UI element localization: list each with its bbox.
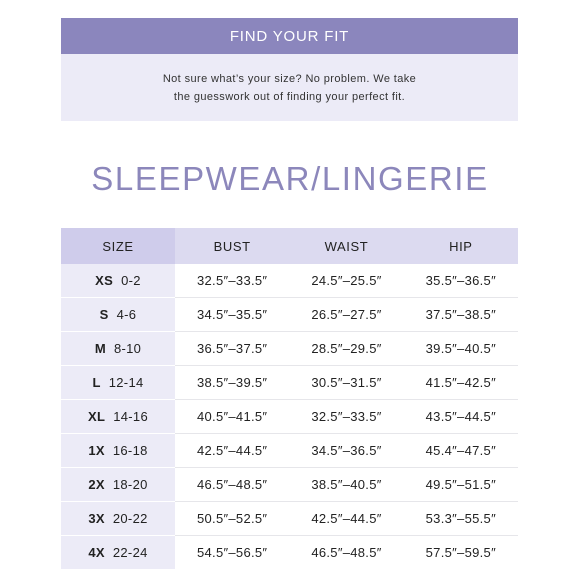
waist-cell: 28.5″–29.5″	[289, 332, 403, 366]
hip-cell: 43.5″–44.5″	[404, 400, 518, 434]
fit-description-box	[61, 54, 518, 121]
bust-cell: 40.5″–41.5″	[175, 400, 289, 434]
size-label: L	[92, 375, 101, 390]
bust-cell: 38.5″–39.5″	[175, 366, 289, 400]
size-range: 18-20	[112, 477, 148, 492]
hip-cell: 35.5″–36.5″	[404, 264, 518, 298]
size-cell	[61, 366, 175, 400]
size-range: 16-18	[112, 443, 148, 458]
size-label: S	[99, 307, 109, 322]
waist-cell: 38.5″–40.5″	[289, 468, 403, 502]
table-row	[61, 332, 518, 366]
bust-cell: 34.5″–35.5″	[175, 298, 289, 332]
size-cell	[61, 468, 175, 502]
hip-cell: 49.5″–51.5″	[404, 468, 518, 502]
size-range: 20-22	[112, 511, 148, 526]
column-header-hip: HIP	[404, 228, 518, 264]
size-range: 8-10	[113, 341, 142, 356]
size-cell	[61, 434, 175, 468]
size-label: 2X	[88, 477, 105, 492]
size-range: 0-2	[121, 273, 141, 288]
waist-cell: 42.5″–44.5″	[289, 502, 403, 536]
hip-cell: 45.4″–47.5″	[404, 434, 518, 468]
size-chart-table	[61, 228, 518, 569]
bust-cell: 46.5″–48.5″	[175, 468, 289, 502]
column-header-size: SIZE	[61, 228, 175, 264]
hip-cell: 39.5″–40.5″	[404, 332, 518, 366]
size-cell	[61, 536, 175, 570]
size-cell	[61, 264, 175, 298]
bust-cell: 36.5″–37.5″	[175, 332, 289, 366]
table-row	[61, 434, 518, 468]
size-label: M	[94, 341, 106, 356]
table-row	[61, 536, 518, 570]
hip-cell: 37.5″–38.5″	[404, 298, 518, 332]
size-cell	[61, 298, 175, 332]
size-label: 3X	[88, 511, 105, 526]
column-header-waist: WAIST	[289, 228, 403, 264]
bust-cell: 42.5″–44.5″	[175, 434, 289, 468]
waist-cell: 46.5″–48.5″	[311, 545, 382, 560]
size-rows	[61, 264, 518, 569]
table-row	[61, 502, 518, 536]
find-your-fit-banner	[61, 18, 518, 54]
waist-cell: 32.5″–33.5″	[289, 400, 403, 434]
page-title: SLEEPWEAR/LINGERIE	[91, 160, 489, 197]
waist-cell: 24.5″–25.5″	[289, 264, 403, 298]
table-row	[61, 264, 518, 298]
waist-cell: 30.5″–31.5″	[289, 366, 403, 400]
size-range: 4-6	[116, 307, 137, 322]
size-range: 12-14	[108, 375, 144, 390]
fit-description-line-2: the guesswork out of finding your perfect fit.	[173, 90, 406, 103]
table-row	[61, 400, 518, 434]
column-header-bust: BUST	[175, 228, 289, 264]
table-row	[61, 298, 518, 332]
bust-cell: 32.5″–33.5″	[175, 264, 289, 298]
size-range: 22-24	[112, 545, 148, 560]
size-label: XS	[95, 273, 114, 288]
hip-cell: 57.5″–59.5″	[425, 545, 496, 560]
size-label: 1X	[88, 443, 105, 458]
table-header-row	[61, 228, 518, 264]
hip-cell: 41.5″–42.5″	[404, 366, 518, 400]
bust-cell: 50.5″–52.5″	[175, 502, 289, 536]
size-cell	[61, 332, 175, 366]
waist-cell: 34.5″–36.5″	[289, 434, 403, 468]
size-cell	[61, 502, 175, 536]
size-label: XL	[88, 409, 106, 424]
banner-title: FIND YOUR FIT	[229, 27, 350, 45]
hip-cell: 53.3″–55.5″	[404, 502, 518, 536]
size-cell	[61, 400, 175, 434]
bust-cell: 54.5″–56.5″	[196, 545, 268, 560]
fit-description-line-1: Not sure what’s your size? No problem. We take	[162, 72, 417, 85]
table-row	[61, 366, 518, 400]
table-row	[61, 468, 518, 502]
size-range: 14-16	[113, 409, 148, 424]
size-label: 4X	[88, 545, 105, 560]
waist-cell: 26.5″–27.5″	[289, 298, 403, 332]
